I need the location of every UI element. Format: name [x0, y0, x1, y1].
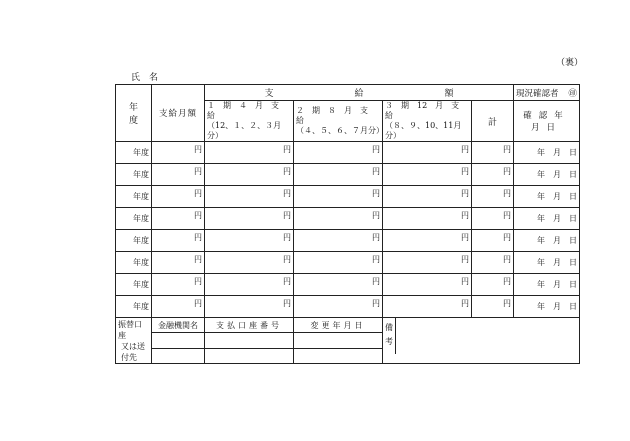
- account-number-header: 支払口座番号: [205, 318, 294, 333]
- period2-yen: 円: [294, 274, 383, 296]
- change-date-field-2[interactable]: [294, 348, 383, 363]
- period1-line2: （12、１、２、３月分）: [207, 121, 282, 140]
- total-yen: 円: [472, 186, 514, 208]
- period3-yen: 円: [383, 230, 472, 252]
- period1-yen: 円: [205, 164, 294, 186]
- period3-yen: 円: [383, 164, 472, 186]
- account-number-field[interactable]: [205, 333, 294, 348]
- monthly-yen: 円: [152, 208, 205, 230]
- year-cell: 年度: [116, 274, 152, 296]
- table-row: [116, 230, 580, 252]
- bank-section-label: [116, 318, 152, 364]
- institution-header: 金融機関名: [152, 318, 205, 333]
- period2-yen: 円: [294, 208, 383, 230]
- table-row: [116, 208, 580, 230]
- monthly-amount-header: 支給月額: [152, 85, 205, 142]
- period1-yen: 円: [205, 252, 294, 274]
- year-cell: 年度: [116, 164, 152, 186]
- period1-yen: 円: [205, 142, 294, 164]
- period3-header: [383, 101, 472, 142]
- period2-yen: 円: [294, 252, 383, 274]
- period3-yen: 円: [383, 186, 472, 208]
- remarks-cell: [383, 318, 580, 364]
- table-row: [116, 142, 580, 164]
- table-row: [116, 296, 580, 318]
- payment-amount-header: 支 給 額: [205, 85, 514, 101]
- period1-yen: 円: [205, 208, 294, 230]
- year-cell: 年度: [116, 230, 152, 252]
- period1-yen: 円: [205, 296, 294, 318]
- bank-label-line3: 付先: [121, 353, 137, 362]
- bank-label-line1: 振替口座: [118, 320, 142, 340]
- confirm-date-header: 確認年月日: [514, 101, 580, 142]
- confirm-date-cell: 年 月 日: [514, 208, 580, 230]
- total-yen: 円: [472, 296, 514, 318]
- total-yen: 円: [472, 230, 514, 252]
- table-row: [116, 252, 580, 274]
- remarks-field[interactable]: [396, 318, 579, 354]
- period2-yen: 円: [294, 296, 383, 318]
- name-label: 氏 名: [131, 73, 159, 83]
- period2-yen: 円: [294, 142, 383, 164]
- page-side-label: （裏）: [556, 58, 584, 68]
- period2-line1: ２ 期 ８ 月 支 給: [296, 106, 376, 125]
- table-row: [116, 164, 580, 186]
- period3-yen: 円: [383, 208, 472, 230]
- total-yen: 円: [472, 208, 514, 230]
- payment-record-table: [115, 84, 580, 364]
- table-row: [116, 274, 580, 296]
- confirm-date-cell: 年 月 日: [514, 252, 580, 274]
- confirm-date-cell: 年 月 日: [514, 164, 580, 186]
- period3-yen: 円: [383, 296, 472, 318]
- remarks-char2: 考: [385, 337, 393, 346]
- change-date-header: 変更年月日: [294, 318, 383, 333]
- year-header: 年 度: [116, 85, 152, 142]
- total-yen: 円: [472, 164, 514, 186]
- period2-yen: 円: [294, 230, 383, 252]
- year-cell: 年度: [116, 142, 152, 164]
- period2-yen: 円: [294, 164, 383, 186]
- period2-line2: （４、５、６、７月分）: [296, 126, 384, 135]
- period1-line1: １ 期 ４ 月 支 給: [207, 101, 287, 120]
- monthly-yen: 円: [152, 252, 205, 274]
- table-row: [116, 186, 580, 208]
- institution-field[interactable]: [152, 333, 205, 348]
- account-number-field-2[interactable]: [205, 348, 294, 363]
- change-date-field[interactable]: [294, 333, 383, 348]
- year-cell: 年度: [116, 186, 152, 208]
- year-cell: 年度: [116, 252, 152, 274]
- year-cell: 年度: [116, 208, 152, 230]
- confirmer-header: [514, 85, 580, 101]
- monthly-yen: 円: [152, 142, 205, 164]
- confirm-date-cell: 年 月 日: [514, 186, 580, 208]
- bank-label-line2: 又は送: [121, 342, 145, 351]
- institution-field-2[interactable]: [152, 348, 205, 363]
- monthly-yen: 円: [152, 230, 205, 252]
- period3-yen: 円: [383, 274, 472, 296]
- period3-line1: ３ 期 12 月 支 給: [385, 101, 468, 120]
- period1-yen: 円: [205, 274, 294, 296]
- monthly-yen: 円: [152, 186, 205, 208]
- period2-header: [294, 101, 383, 142]
- period3-yen: 円: [383, 142, 472, 164]
- period3-line2: （８、９、10、11月分）: [385, 121, 462, 140]
- confirm-date-cell: 年 月 日: [514, 142, 580, 164]
- remarks-label: [383, 318, 396, 354]
- seal-icon: ㊞: [568, 88, 577, 99]
- total-yen: 円: [472, 274, 514, 296]
- period1-yen: 円: [205, 230, 294, 252]
- period2-yen: 円: [294, 186, 383, 208]
- confirm-date-cell: 年 月 日: [514, 230, 580, 252]
- remarks-char1: 備: [385, 323, 393, 332]
- total-header: 計: [472, 101, 514, 142]
- total-yen: 円: [472, 142, 514, 164]
- year-cell: 年度: [116, 296, 152, 318]
- monthly-yen: 円: [152, 274, 205, 296]
- monthly-yen: 円: [152, 296, 205, 318]
- period1-header: [205, 101, 294, 142]
- confirm-date-cell: 年 月 日: [514, 296, 580, 318]
- total-yen: 円: [472, 252, 514, 274]
- period1-yen: 円: [205, 186, 294, 208]
- period3-yen: 円: [383, 252, 472, 274]
- confirm-date-cell: 年 月 日: [514, 274, 580, 296]
- confirmer-label: 現況確認者: [516, 88, 559, 99]
- monthly-yen: 円: [152, 164, 205, 186]
